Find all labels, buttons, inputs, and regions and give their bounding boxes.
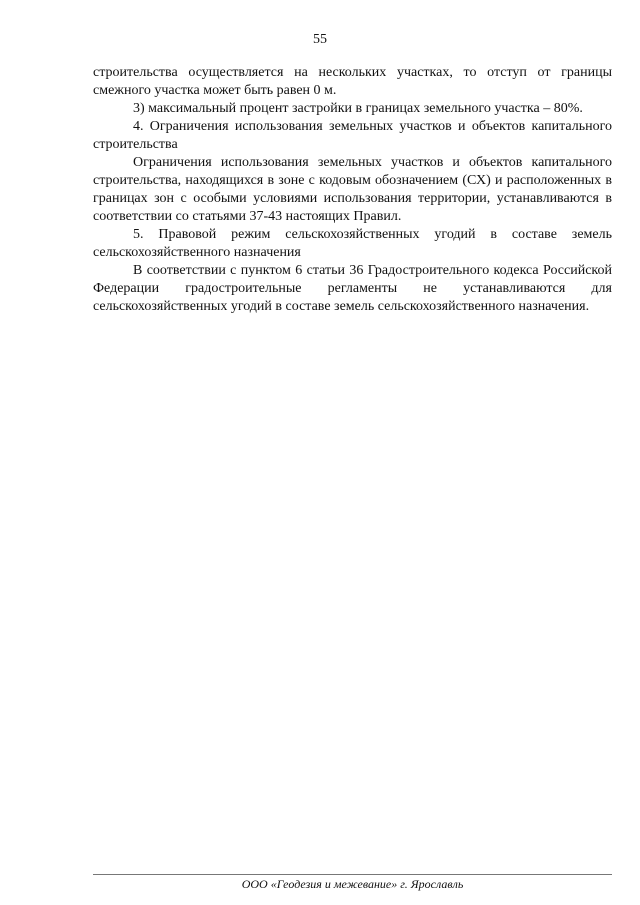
footer-organization: ООО «Геодезия и межевание» г. Ярославль xyxy=(241,877,464,891)
paragraph-restrictions: Ограничения использования земельных участков и объектов капитального строительства, находящихся в зоне с кодовым обозначением (СХ) и расположенных в границах зон с особыми условиями использования территории, устанавливаются в соответствии со статьями 37-43 настоящих Правил. xyxy=(93,155,612,224)
section-heading-legal-regime: 5. Правовой режим сельскохозяйственных угодий в составе земель сельскохозяйственного назначения xyxy=(93,227,612,260)
document-body xyxy=(93,64,612,316)
paragraph-setback-continuation: строительства осуществляется на нескольких участках, то отступ от границы смежного участка может быть равен 0 м. xyxy=(93,65,612,98)
footer-divider xyxy=(93,874,612,875)
page-number: 55 xyxy=(313,32,327,47)
paragraph-max-coverage: 3) максимальный процент застройки в границах земельного участка – 80%. xyxy=(133,101,583,116)
paragraph-legal-regime: В соответствии с пунктом 6 статьи 36 Градостроительного кодекса Российской Федерации градостроительные регламенты не устанавливаются для сельскохозяйственных угодий в составе земель сельскохозяйственного назначения. xyxy=(93,263,612,314)
section-heading-restrictions: 4. Ограничения использования земельных участков и объектов капитального строительства xyxy=(93,119,612,152)
